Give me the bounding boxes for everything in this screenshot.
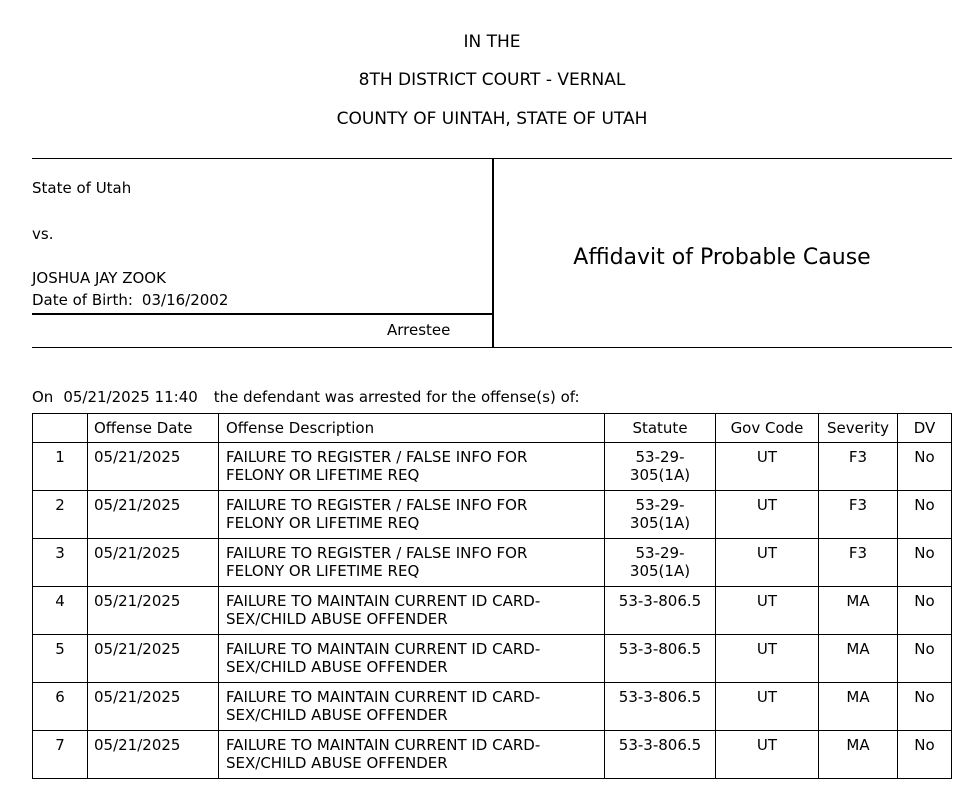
arrest-text: the defendant was arrested for the offense(s) of: [213, 388, 580, 406]
offense-statute-line-1: 53-29- [635, 544, 685, 562]
offense-statute-line-1: 53-29- [635, 448, 685, 466]
offense-description-line-2: SEX/CHILD ABUSE OFFENDER [226, 610, 448, 628]
offense-severity: F3 [819, 491, 898, 539]
document-title: Affidavit of Probable Cause [573, 245, 871, 270]
offense-description-line-2: FELONY OR LIFETIME REQ [226, 514, 420, 532]
offense-number: 7 [33, 731, 88, 779]
offense-statute-line-2: 305(1A) [629, 466, 691, 484]
header-offense-description: Offense Description [219, 414, 605, 443]
court-heading-line-2: 8TH DISTRICT COURT - VERNAL [358, 70, 626, 90]
offense-dv: No [898, 539, 952, 587]
offense-description-line-1: FAILURE TO MAINTAIN CURRENT ID CARD- [226, 592, 541, 610]
offense-statute [605, 443, 716, 491]
offense-date: 05/21/2025 [88, 635, 219, 683]
offense-statute [605, 635, 716, 683]
defendant-name: JOSHUA JAY ZOOK [32, 269, 166, 287]
offense-description-line-1: FAILURE TO REGISTER / FALSE INFO FOR [226, 544, 528, 562]
offense-statute-line-1: 53-3-806.5 [618, 736, 702, 754]
table-row [33, 491, 952, 539]
dob-label: Date of Birth: [32, 291, 133, 309]
offense-description-line-2: SEX/CHILD ABUSE OFFENDER [226, 706, 448, 724]
offense-date: 05/21/2025 [88, 539, 219, 587]
header-gov-code: Gov Code [716, 414, 819, 443]
offense-description-line-1: FAILURE TO REGISTER / FALSE INFO FOR [226, 496, 528, 514]
table-row [33, 443, 952, 491]
versus-label: vs. [32, 225, 54, 243]
offense-statute-line-2: 305(1A) [629, 514, 691, 532]
offense-dv: No [898, 683, 952, 731]
offense-description [219, 491, 605, 539]
header-statute: Statute [605, 414, 716, 443]
offense-date: 05/21/2025 [88, 731, 219, 779]
offense-statute-line-2: 305(1A) [629, 562, 691, 580]
offense-description [219, 683, 605, 731]
case-caption [32, 158, 952, 348]
offense-statute [605, 539, 716, 587]
dob-value: 03/16/2002 [141, 291, 229, 309]
offense-severity: MA [819, 731, 898, 779]
offense-statute-line-1: 53-3-806.5 [618, 640, 702, 658]
offense-dv: No [898, 491, 952, 539]
table-row [33, 683, 952, 731]
arrestee-label: Arrestee [387, 321, 451, 339]
offense-description-line-2: SEX/CHILD ABUSE OFFENDER [226, 658, 448, 676]
offense-description-line-1: FAILURE TO MAINTAIN CURRENT ID CARD- [226, 736, 541, 754]
offense-gov-code: UT [716, 443, 819, 491]
table-row [33, 539, 952, 587]
offense-date: 05/21/2025 [88, 587, 219, 635]
offense-description [219, 635, 605, 683]
offense-severity: F3 [819, 443, 898, 491]
offense-statute [605, 731, 716, 779]
offense-severity: MA [819, 587, 898, 635]
offense-description-line-2: SEX/CHILD ABUSE OFFENDER [226, 754, 448, 772]
offense-gov-code: UT [716, 635, 819, 683]
court-heading-line-1: IN THE [463, 32, 521, 52]
offense-description-line-1: FAILURE TO MAINTAIN CURRENT ID CARD- [226, 688, 541, 706]
offense-statute-line-1: 53-3-806.5 [618, 688, 702, 706]
plaintiff-name: State of Utah [32, 179, 132, 197]
offense-statute [605, 683, 716, 731]
offense-number: 3 [33, 539, 88, 587]
table-row [33, 587, 952, 635]
offense-gov-code: UT [716, 683, 819, 731]
offense-severity: MA [819, 635, 898, 683]
header-offense-date: Offense Date [88, 414, 219, 443]
offense-description-line-2: FELONY OR LIFETIME REQ [226, 562, 420, 580]
offense-dv: No [898, 587, 952, 635]
date-of-birth [32, 291, 228, 309]
arrestee-rule [32, 313, 493, 315]
offense-statute [605, 491, 716, 539]
offense-description-line-1: FAILURE TO MAINTAIN CURRENT ID CARD- [226, 640, 541, 658]
offense-severity: MA [819, 683, 898, 731]
offense-number: 2 [33, 491, 88, 539]
offense-description-line-2: FELONY OR LIFETIME REQ [226, 466, 420, 484]
offense-gov-code: UT [716, 731, 819, 779]
offense-number: 6 [33, 683, 88, 731]
table-row [33, 731, 952, 779]
offense-dv: No [898, 731, 952, 779]
offense-date: 05/21/2025 [88, 683, 219, 731]
table-row [33, 635, 952, 683]
offense-date: 05/21/2025 [88, 443, 219, 491]
offense-statute-line-1: 53-3-806.5 [618, 592, 702, 610]
offense-description [219, 539, 605, 587]
offense-description [219, 731, 605, 779]
offense-number: 4 [33, 587, 88, 635]
arrest-prefix: On [32, 388, 54, 406]
offenses-table [32, 413, 952, 779]
offense-statute [605, 587, 716, 635]
header-number [33, 414, 88, 443]
offense-description-line-1: FAILURE TO REGISTER / FALSE INFO FOR [226, 448, 528, 466]
offense-date: 05/21/2025 [88, 491, 219, 539]
table-header-row [33, 414, 952, 443]
arrest-statement [32, 387, 580, 407]
offense-severity: F3 [819, 539, 898, 587]
offense-dv: No [898, 443, 952, 491]
offense-gov-code: UT [716, 539, 819, 587]
court-heading-line-3: COUNTY OF UINTAH, STATE OF UTAH [336, 109, 648, 129]
header-dv: DV [898, 414, 952, 443]
offense-description [219, 443, 605, 491]
header-severity: Severity [819, 414, 898, 443]
offense-number: 1 [33, 443, 88, 491]
offense-dv: No [898, 635, 952, 683]
offense-number: 5 [33, 635, 88, 683]
offense-gov-code: UT [716, 491, 819, 539]
offense-description [219, 587, 605, 635]
offense-gov-code: UT [716, 587, 819, 635]
arrest-datetime: 05/21/2025 11:40 [63, 388, 198, 406]
offense-statute-line-1: 53-29- [635, 496, 685, 514]
